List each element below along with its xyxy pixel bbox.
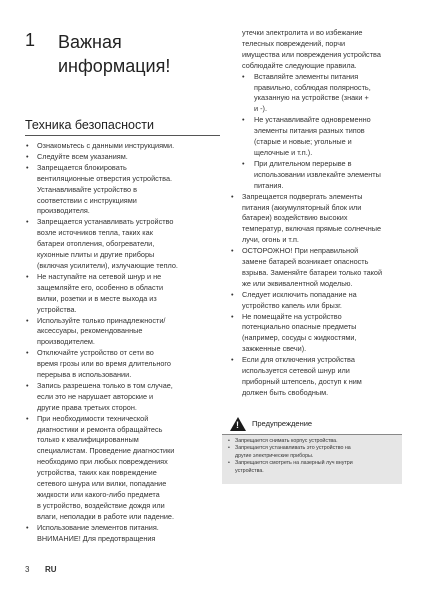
- warning-list: [228, 438, 396, 475]
- warning-divider: [222, 434, 402, 435]
- text-line: • Не устанавливайте одновременно: [254, 115, 371, 125]
- left-column: [25, 141, 220, 545]
- text-line: должен быть свободным.: [242, 387, 329, 397]
- text-line: соблюдайте следующие правила.: [242, 60, 357, 70]
- text-line: устройства, таких как повреждение: [37, 468, 157, 478]
- text-line: • Запись разрешена только в том случае,: [37, 380, 173, 390]
- text-line: щелочные и т.п.).: [254, 147, 313, 157]
- text-line: • Запрещается снимать корпус устройства.: [235, 438, 338, 444]
- text-line: • Не помещайте на устройство: [242, 311, 342, 321]
- text-line: (старые и новые; угольные и: [254, 137, 352, 147]
- list-item: [25, 152, 220, 163]
- text-line: влаги, неполадки в работе или падение.: [37, 511, 175, 521]
- chapter-number: 1: [25, 30, 36, 50]
- warning-title: Предупреждение: [252, 419, 313, 428]
- list-item: [25, 141, 220, 152]
- text-line: • Запрещается смотреть на лазерный луч внутри: [235, 460, 353, 467]
- text-line: же или эквивалентной моделью.: [242, 278, 353, 288]
- text-line: температур, включая прямые солнечные: [242, 224, 382, 234]
- right-column: [230, 28, 400, 399]
- sub-list-item: [230, 159, 400, 192]
- text-line: необходимо при любых повреждениях: [37, 457, 168, 467]
- text-line: • Запрещается устанавливать устройство: [37, 217, 174, 227]
- text-line: • ОСТОРОЖНО! При неправильной: [242, 246, 359, 256]
- text-line: питания.: [254, 180, 284, 190]
- text-line: Устанавливайте устройство в: [37, 184, 138, 194]
- text-line: производителем.: [37, 337, 95, 347]
- list-item: [25, 272, 220, 316]
- text-line: ВНИМАНИЕ! Для предотвращения: [37, 533, 156, 543]
- list-item: [25, 316, 220, 349]
- safety-list: [25, 141, 220, 545]
- list-item: [230, 246, 400, 290]
- text-line: • При необходимости технической: [37, 413, 149, 423]
- text-line: в устройство, воздействие дождя или: [37, 500, 165, 510]
- text-line: устройства.: [37, 304, 77, 314]
- text-line: и -).: [254, 104, 267, 114]
- text-line: телесных повреждений, порчи: [242, 38, 346, 48]
- text-line: приборный штепсель, доступ к ним: [242, 377, 362, 386]
- text-line: сетевого шнура или вилки, попадание: [37, 479, 167, 489]
- text-line: • Следуйте всем указаниям.: [37, 151, 128, 161]
- safety-list-continued: [230, 192, 400, 399]
- text-line: вентиляционные отверстия устройства.: [37, 173, 173, 183]
- list-item: [25, 414, 220, 523]
- text-line: • Если для отключения устройства: [242, 355, 355, 365]
- text-line: диагностики и ремонта обращайтесь: [37, 424, 163, 434]
- text-line: имущества или повреждения устройства: [242, 49, 381, 59]
- list-item: [230, 290, 400, 312]
- text-line: утечки электролита и во избежание: [242, 28, 363, 37]
- warning-item: [228, 460, 396, 475]
- text-line: устройства.: [235, 467, 264, 474]
- section-title: Техника безопасности: [25, 118, 154, 132]
- text-line: кухонные плиты и другие приборы: [37, 250, 155, 260]
- text-line: элементы питания разных типов: [254, 126, 365, 136]
- text-line: соответствии с инструкциями: [37, 195, 137, 205]
- battery-sub-list: [230, 72, 400, 192]
- text-line: • Запрещается блокировать: [37, 162, 127, 172]
- text-line: лучи, огонь и т.п.: [242, 235, 299, 245]
- warning-box: [222, 414, 402, 484]
- warning-item: [228, 445, 396, 460]
- text-line: защемляйте его, особенно в области: [37, 282, 164, 292]
- text-line: батареи) воздействию высоких: [242, 213, 348, 223]
- list-item: [25, 523, 220, 545]
- text-line: устройство капель или брызг.: [242, 300, 342, 310]
- page-number: 3: [25, 565, 30, 574]
- text-line: если это не нарушает авторские и: [37, 391, 154, 401]
- text-line: потенциально опасные предметы: [242, 322, 357, 332]
- list-item: [230, 192, 400, 247]
- continued-text: [230, 28, 400, 72]
- text-line: (например, сосуды с жидкостями,: [242, 333, 357, 343]
- text-line: (включая усилители), излучающие тепло.: [37, 260, 178, 270]
- sub-list-item: [230, 115, 400, 159]
- list-item: [25, 381, 220, 414]
- text-line: • При длительном перерыве в: [254, 158, 352, 168]
- list-item: [25, 348, 220, 381]
- text-line: батареи отопления, обогреватели,: [37, 239, 155, 249]
- text-line: зажженные свечи).: [242, 344, 307, 354]
- warning-exclamation: !: [236, 420, 239, 430]
- language-code: RU: [45, 565, 57, 574]
- chapter-title-line: информация!: [58, 56, 171, 76]
- text-line: • Запрещается устанавливать это устройство на: [235, 445, 351, 452]
- text-line: время грозы или во время длительного: [37, 359, 171, 369]
- sub-list-item: [230, 72, 400, 116]
- warning-triangle-icon: [230, 417, 246, 431]
- text-line: только к квалифицированным: [37, 435, 139, 445]
- text-line: питания (аккумуляторный блок или: [242, 202, 362, 212]
- list-item: [230, 355, 400, 399]
- list-item: [230, 312, 400, 356]
- text-line: используется сетевой шнур или: [242, 366, 350, 376]
- text-line: жидкости или какого-либо предмета: [37, 490, 160, 499]
- text-line: вилки, розетки и в месте выхода из: [37, 293, 157, 303]
- text-line: • Используйте только принадлежности/: [37, 315, 166, 325]
- text-line: • Не наступайте на сетевой шнур и не: [37, 271, 162, 281]
- text-line: специалистам. Проведение диагностики: [37, 446, 175, 456]
- warning-header: [222, 414, 402, 434]
- text-line: • Использование элементов питания.: [37, 522, 159, 532]
- list-item: [25, 217, 220, 272]
- text-line: возле источников тепла, таких как: [37, 228, 153, 238]
- text-line: правильно, соблюдая полярность,: [254, 82, 371, 92]
- chapter-title-line: Важная: [58, 32, 122, 52]
- text-line: • Вставляйте элементы питания: [254, 71, 359, 81]
- section-divider: [25, 135, 220, 136]
- text-line: • Запрещается подвергать элементы: [242, 191, 363, 201]
- text-line: производителя.: [37, 206, 90, 216]
- text-line: взрыва. Заменяйте батареи только такой: [242, 267, 383, 277]
- text-line: • Ознакомьтесь с данными инструкциями.: [37, 141, 175, 150]
- text-line: другие права третьих сторон.: [37, 402, 137, 412]
- text-line: указанную на устройстве (знаки +: [254, 93, 369, 103]
- text-line: другие электрические приборы.: [235, 452, 314, 459]
- text-line: замене батарей возникает опасность: [242, 257, 369, 267]
- text-line: аксессуары, рекомендованные: [37, 326, 143, 336]
- text-line: • Отключайте устройство от сети во: [37, 348, 154, 358]
- text-line: • Следует исключить попадание на: [242, 289, 357, 299]
- text-line: перерыва в использовании.: [37, 370, 132, 380]
- text-line: использовании извлекайте элементы: [254, 169, 381, 179]
- list-item: [25, 163, 220, 218]
- chapter-title: [58, 30, 208, 78]
